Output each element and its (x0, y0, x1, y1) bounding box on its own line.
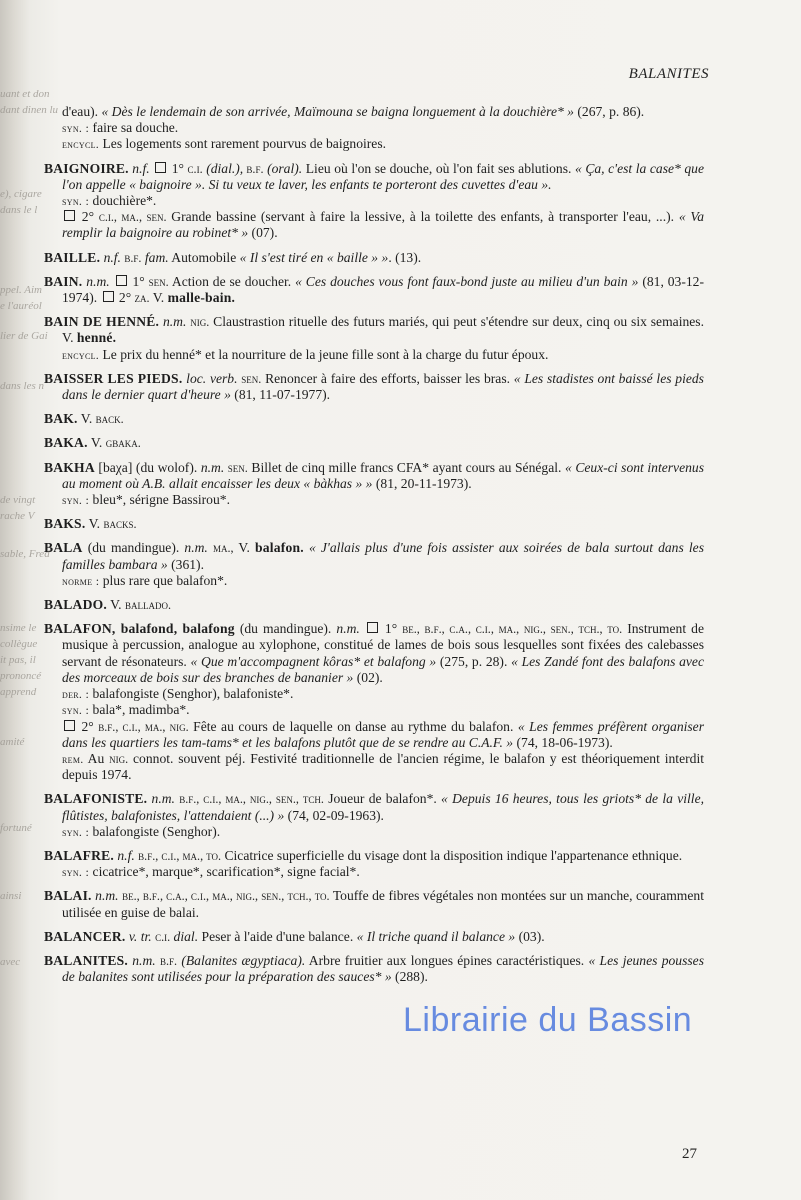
bleed-line: it pas, il (0, 654, 36, 666)
running-head: BALANITES (628, 66, 709, 82)
reference: (07). (248, 225, 278, 241)
country-codes: za. (134, 291, 150, 306)
country-codes: nig. (190, 315, 210, 330)
quotation: « Ça, c'est la case* que l'on appelle « baignoire ». Si tu veux te laver, les enfants te porteront des cuvettes d'eau ». (62, 160, 704, 192)
grammar: n.f. (128, 160, 154, 176)
reference: (81, 03-12-1974). (62, 273, 705, 306)
bleed-line: fortuné (0, 822, 32, 834)
quotation: « Va remplir la baignoire au robinet* » (62, 209, 704, 241)
definition: Peser à l'aide d'une balance. (198, 928, 357, 944)
page-number: 27 (682, 1146, 697, 1162)
headword: BALANCER. (44, 928, 126, 944)
country-codes: be., b.f., c.a., c.i., ma., nig., sen., tch., to. (122, 889, 330, 904)
entry-bakha (44, 460, 704, 509)
register: fam. (141, 249, 169, 265)
bleed-line: dans les n (0, 380, 44, 392)
grammar: v. tr. (125, 928, 156, 944)
bleed-line: avec (0, 956, 21, 968)
norme-label: norme : (62, 573, 100, 588)
see-also: V. (85, 516, 104, 532)
entry-balafoniste (44, 791, 704, 840)
country-codes: c.i. (187, 161, 203, 176)
quotation: « Dès le lendemain de son arrivée, Maïmouna se baigna longuement à la douchière* » (101, 104, 574, 119)
bleed-line: prononcé (0, 670, 42, 682)
sense-number: 2° (77, 718, 99, 734)
sense-number: 2° (77, 209, 99, 225)
entry-bain (44, 274, 704, 306)
cross-reference: henné. (76, 330, 117, 346)
headword: BAIN DE HENNÉ. (44, 314, 160, 330)
entry-baignoire (44, 161, 704, 242)
quotation: « Il s'est tiré en « baille » » (239, 249, 389, 265)
reference: (361). (167, 556, 204, 572)
definition: Cicatrice superficielle du visage dont la disposition indique l'appartenance ethnique. (221, 847, 683, 863)
country-codes: b.f., c.i., ma., nig., sen., tch. (179, 792, 324, 807)
register: (oral). (263, 160, 303, 176)
bleed-line: collègue (0, 638, 38, 650)
see-also: V. (149, 290, 168, 306)
syn-label: syn. : (62, 703, 90, 718)
country-codes: b.f. (159, 953, 178, 968)
pronunciation: [baχa] (du wolof). (94, 459, 201, 475)
cross-reference: malle-bain. (167, 290, 236, 306)
reference: (275, p. 28). (436, 653, 512, 669)
quotation: « Depuis 16 heures, tous les griots* de la ville, flûtistes, balafonistes, l'attendaient (...) » (62, 791, 705, 823)
encycl-label: encycl. (62, 347, 100, 362)
derivatives: balafongiste (Senghor), balafoniste*. (89, 686, 294, 702)
quotation: « Que m'accompagnent kôras* et balafong » (190, 653, 437, 669)
usage-note: plus rare que balafon*. (99, 572, 228, 588)
syn-label: syn. : (62, 493, 90, 508)
cross-reference: balafon. (255, 540, 304, 556)
sense-number: 1° (168, 160, 188, 176)
square-bullet-icon (367, 622, 378, 633)
entry-balafon (44, 621, 704, 783)
country-codes: b.f., c.i., ma., nig. (98, 719, 189, 734)
entry-bak (44, 411, 704, 427)
definition: Automobile (168, 249, 240, 265)
definition: Joueur de balafon*. (323, 791, 442, 807)
square-bullet-icon (64, 210, 75, 221)
cross-reference: ballado. (124, 598, 172, 613)
grammar: n.m. (336, 621, 365, 637)
headword: BAISSER LES PIEDS. (44, 370, 183, 386)
syn-label: syn. : (62, 865, 90, 880)
entry-baka (44, 435, 704, 451)
country-codes: b.f. (243, 161, 264, 176)
entry-baisser-les-pieds (44, 371, 704, 403)
see-also: V. (77, 411, 96, 427)
encyclopedic-note: Les logements sont rarement pourvus de baignoires. (99, 136, 387, 152)
synonyms: balafongiste (Senghor). (89, 823, 221, 839)
quotation: « Ces douches vous font faux-bond juste au milieu d'un bain » (295, 273, 639, 289)
entry-douchiere-continued (44, 104, 704, 153)
reference: (81, 11-07-1977). (230, 387, 331, 403)
origin: (du mandingue). (234, 621, 337, 637)
quotation: « Il triche quand il balance » (356, 928, 516, 944)
headword: BAKHA (44, 459, 95, 475)
encycl-label: encycl. (62, 137, 100, 152)
bleed-line: de vingt (0, 494, 36, 506)
entry-baille (44, 250, 704, 266)
reference: (03). (515, 928, 545, 944)
reference: (288). (391, 969, 428, 985)
country-codes: be., b.f., c.a., c.i., ma., nig., sen., tch., to. (402, 622, 623, 637)
watermark: Librairie du Bassin (403, 1001, 693, 1039)
definition: Billet de cinq mille francs CFA* ayant cours au Sénégal. (247, 459, 565, 475)
encyclopedic-note: Le prix du henné* et la nourriture de la jeune fille sont à la charge du futur époux. (99, 346, 549, 362)
definition: Fête au cours de laquelle on danse au rythme du balafon. (188, 718, 518, 734)
syn-label: syn. : (62, 194, 90, 209)
square-bullet-icon (155, 162, 166, 173)
bleed-line: e), cigare (0, 188, 42, 200)
bleed-line: amité (0, 736, 25, 748)
country-codes: nig. (109, 751, 129, 766)
sense-number: 2° (115, 290, 135, 306)
definition: Instrument de musique à percussion, analogue au xylophone, constitué de lames de bois sous lesquelles sont fixées des calebasses servant de résonateurs. (62, 621, 704, 669)
see-also: V. (106, 597, 125, 613)
headword: BALAFON, balafond, balafong (44, 621, 235, 637)
bleed-line: apprend (0, 686, 37, 698)
entry-balanites (44, 953, 704, 985)
country-codes: sen. (148, 274, 169, 289)
country-codes: b.f. (124, 250, 142, 265)
bleed-line: ppel. Aim (0, 284, 42, 296)
grammar: n.m. (147, 791, 180, 807)
grammar: n.m. (184, 540, 213, 556)
sense-number: 1° (128, 273, 149, 289)
origin: (du mandingue). (82, 540, 185, 556)
headword: BALANITES. (44, 952, 128, 968)
headword: BAILLE. (44, 249, 101, 265)
bleed-line: sable, Fred (0, 548, 50, 560)
square-bullet-icon (103, 291, 114, 302)
register: (dial.), (202, 160, 244, 176)
country-codes: c.i., ma., sen. (98, 210, 167, 225)
see-also: V. (87, 435, 106, 451)
syn-label: syn. : (62, 824, 90, 839)
country-codes: sen. (227, 460, 248, 475)
sense-number: 1° (379, 621, 403, 637)
entry-balafre (44, 848, 704, 880)
entry-bain-de-henne (44, 314, 704, 363)
synonyms: cicatrice*, marque*, scarification*, signe facial*. (89, 864, 360, 880)
definition: Arbre fruitier aux longues épines caractéristiques. (305, 952, 589, 968)
country-codes: sen. (241, 371, 262, 386)
synonyms: faire sa douche. (89, 120, 179, 136)
headword: BAKA. (44, 435, 88, 451)
scientific-name: (Balanites ægyptiaca). (177, 952, 306, 968)
headword: BALADO. (44, 597, 107, 613)
headword: BAKS. (44, 516, 86, 532)
definition: Claustrastion rituelle des futurs mariés, qui peut s'étendre sur deux, cinq ou six semaines. V. (62, 314, 704, 346)
reference: (74, 18-06-1973). (513, 734, 613, 750)
square-bullet-icon (116, 275, 127, 286)
reference: (81, 20-11-1973). (372, 475, 472, 491)
syn-label: syn. : (62, 121, 90, 136)
reference: (02). (353, 669, 383, 685)
definition: Renoncer à faire des efforts, baisser les bras. (261, 370, 514, 386)
quotation: « Les stadistes ont baissé les pieds dans le dernier quart d'heure » (62, 370, 704, 403)
grammar: loc. verb. (182, 370, 242, 386)
headword: BAK. (44, 411, 78, 427)
definition: Lieu où l'on se douche, où l'on fait ses ablutions. (302, 160, 575, 176)
bleed-line: lier de Gai (0, 330, 48, 342)
quotation: « J'allais plus d'une fois assister aux soirées de bala surtout dans les familles bambara » (62, 540, 704, 572)
grammar: n.m. (127, 952, 160, 968)
register: dial. (170, 928, 199, 944)
quotation: « Les Zandé font des balafons avec des morceaux de bois sur des branches de bananier » (62, 653, 704, 685)
headword: BALAFONISTE. (44, 791, 148, 807)
grammar: n.f. (113, 847, 139, 863)
remark: connot. souvent péj. Festivité traditionnelle de l'ancien régime, le balafon y est théoriquement interdit depuis 1974. (62, 750, 704, 783)
remark: Au (83, 750, 110, 766)
entry-balai (44, 888, 704, 920)
country-codes: ma., (212, 541, 234, 556)
entry-balancer (44, 929, 704, 945)
definition: Grande bassine (servant à faire la lessive, à la toilette des enfants, à transporter l'eau, ...). (166, 209, 679, 225)
quotation: « Ceux-ci sont intervenus au moment où A.B. allait encaisser les deux « bàkhas » » (62, 459, 704, 491)
bleed-line: dans le l (0, 204, 38, 216)
headword: BALA (44, 540, 83, 556)
square-bullet-icon (64, 720, 75, 731)
entry-bala (44, 540, 704, 589)
bleed-line: nsime le (0, 622, 37, 634)
cross-reference: backs. (103, 517, 137, 532)
see-also: V. (233, 540, 256, 556)
country-codes: b.f., c.i., ma., to. (138, 848, 222, 863)
text: d'eau). (62, 104, 102, 119)
synonyms: bleu*, sérigne Bassirou*. (89, 492, 230, 508)
headword: BAIGNOIRE. (44, 160, 129, 176)
bleed-line: e l'auréol (0, 300, 42, 312)
grammar: n.m. (159, 314, 191, 330)
headword: BALAFRE. (44, 847, 114, 863)
entry-baks (44, 516, 704, 532)
headword: BAIN. (44, 273, 83, 289)
reference: . (13). (388, 249, 422, 265)
definition: Action de se doucher. (168, 273, 296, 289)
quotation: « Les femmes préfèrent organiser dans les quartiers les tam-tams* et les balafons plutôt que de se rendre au C.A.F. » (62, 718, 705, 750)
cross-reference: back. (95, 412, 124, 427)
definition: Touffe de fibres végétales non montées sur un manche, couramment utilisée en guise de balai. (62, 888, 704, 920)
bleed-line: uant et don (0, 88, 50, 100)
der-label: der. : (62, 687, 90, 702)
grammar: n.m. (91, 888, 123, 904)
grammar: n.m. (82, 273, 114, 289)
grammar: n.f. (100, 249, 125, 265)
dictionary-column (44, 104, 704, 993)
bleed-line: dant dinen lu (0, 104, 59, 116)
reference: (74, 02-09-1963). (284, 807, 384, 823)
synonyms: bala*, madimba*. (89, 702, 190, 718)
headword: BALAI. (44, 888, 92, 904)
grammar: n.m. (200, 459, 228, 475)
entry-balado (44, 597, 704, 613)
reference: (267, p. 86). (573, 104, 645, 119)
cross-reference: gbaka. (105, 436, 141, 451)
bleed-line: ainsi (0, 890, 22, 902)
quotation: « Les jeunes pousses de balanites sont utilisées pour la préparation des sauces* » (62, 952, 704, 985)
country-codes: c.i. (155, 929, 171, 944)
rem-label: rem. (62, 751, 84, 766)
synonyms: douchière*. (89, 193, 157, 209)
bleed-line: rache V (0, 510, 35, 522)
